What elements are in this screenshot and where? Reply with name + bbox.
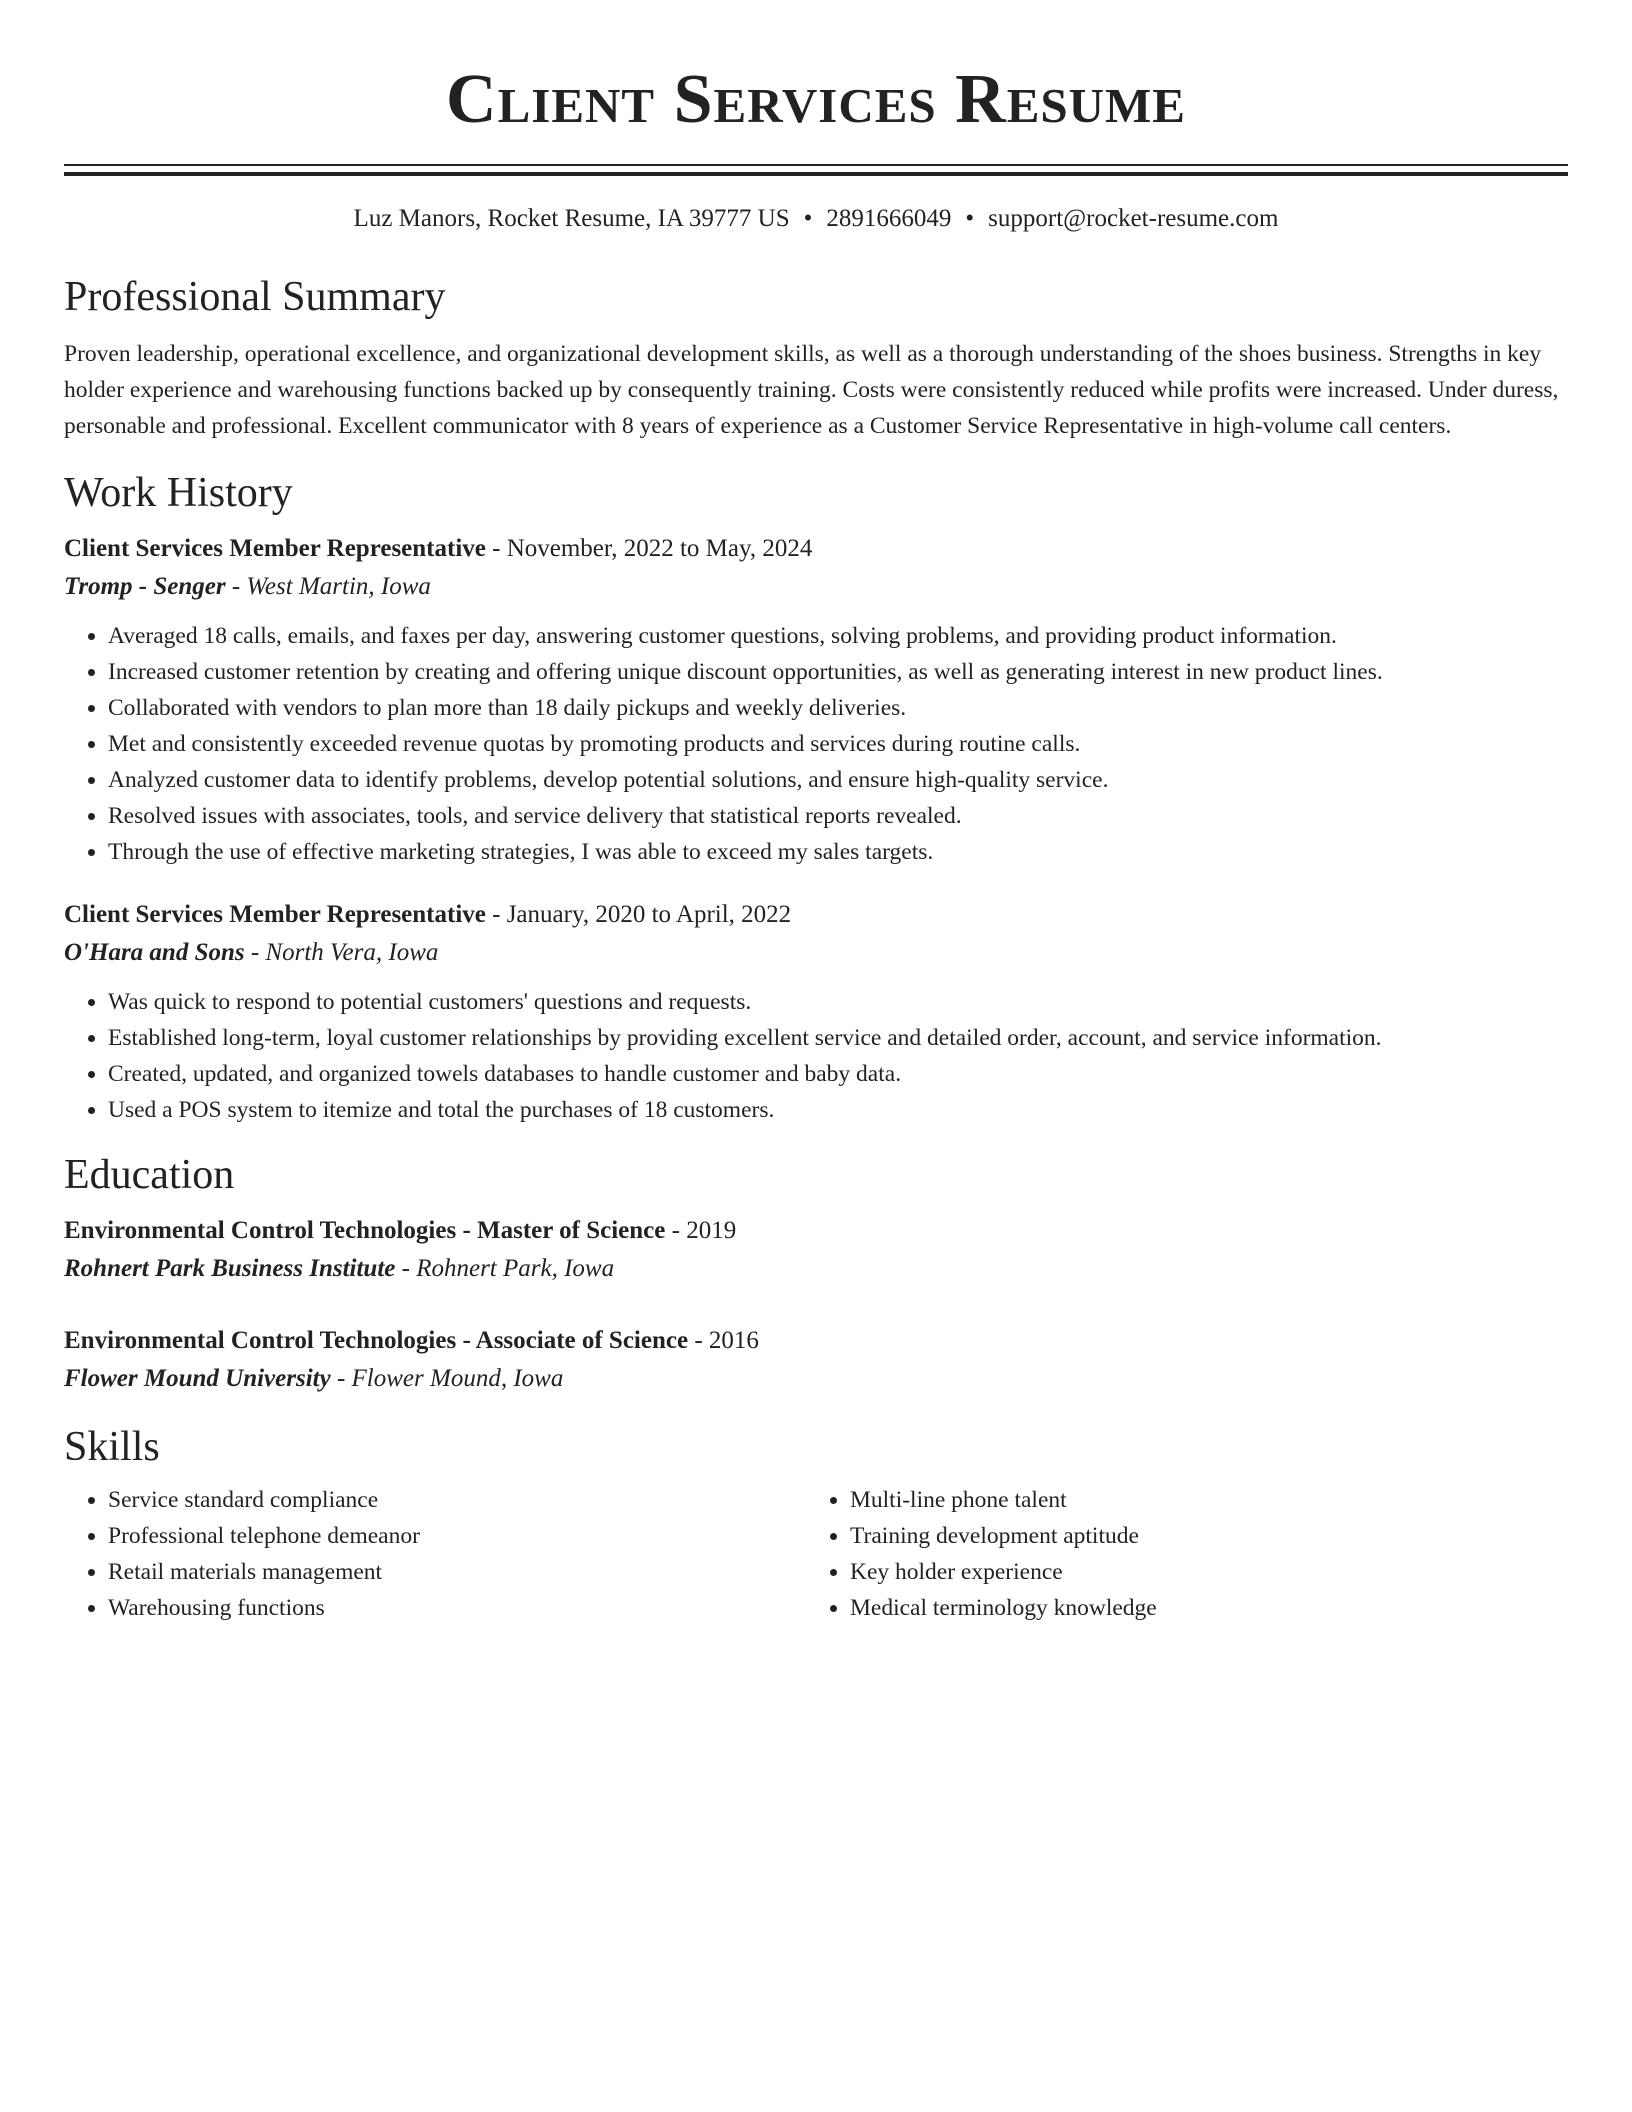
school-name: Flower Mound University [64, 1365, 331, 1392]
skills-column-left [64, 1482, 806, 1626]
skills-grid [64, 1482, 1568, 1626]
list-item: • Collaborated with vendors to plan more than 18 daily pickups and weekly deliveries. [108, 690, 1568, 726]
education-entry [64, 1212, 1568, 1288]
skill-item: • Service standard compliance [108, 1482, 806, 1518]
contact-separator: • [803, 205, 813, 232]
job-employer: O'Hara and Sons [64, 939, 245, 966]
degree-name: Environmental Control Technologies - Associate of Science [64, 1327, 689, 1354]
degree-line [64, 1322, 1568, 1360]
skills-list [64, 1482, 806, 1626]
job-dates: - November, 2022 to May, 2024 [485, 535, 813, 562]
job-duties-list [64, 618, 1568, 870]
list-item: • Averaged 18 calls, emails, and faxes per day, answering customer questions, solving problems, and providing product information. [108, 618, 1568, 654]
skill-item: • Retail materials management [108, 1554, 806, 1590]
list-item: • Established long-term, loyal customer relationships by providing excellent service and detailed order, account, and service information. [108, 1020, 1568, 1056]
resume-page [64, 0, 1568, 1626]
contact-email: support@rocket-resume.com [988, 205, 1279, 232]
job-entry [64, 530, 1568, 870]
skill-item: • Professional telephone demeanor [108, 1518, 806, 1554]
school-line [64, 1360, 1568, 1398]
job-location: - North Vera, Iowa [244, 939, 439, 966]
school-name: Rohnert Park Business Institute [64, 1255, 396, 1282]
degree-name: Environmental Control Technologies - Master of Science [64, 1217, 666, 1244]
work-history-heading: Work History [64, 470, 293, 516]
job-entry [64, 896, 1568, 1128]
contact-line [64, 202, 1568, 236]
list-item: • Created, updated, and organized towels databases to handle customer and baby data. [108, 1056, 1568, 1092]
skill-item: • Warehousing functions [108, 1590, 806, 1626]
summary-text: Proven leadership, operational excellence, and organizational development skills, as well as a thorough understanding of the shoes business. Strengths in key holder experience and warehousing functions backed up by consequently training. Costs were consistently reduced while profits were increased. Under duress, personable and professional. Excellent communicator with 8 years of experience as a Customer Service Representative in high-volume call centers. [64, 341, 1559, 439]
skills-column-right [806, 1482, 1548, 1626]
skills-heading: Skills [64, 1424, 160, 1470]
job-title-line [64, 896, 1568, 934]
list-item: • Resolved issues with associates, tools, and service delivery that statistical reports revealed. [108, 798, 1568, 834]
contact-phone: 2891666049 [826, 205, 952, 232]
job-duties-list [64, 984, 1568, 1128]
summary-heading: Professional Summary [64, 274, 446, 320]
contact-separator: • [965, 205, 975, 232]
school-location: - Flower Mound, Iowa [330, 1365, 564, 1392]
list-item: • Through the use of effective marketing strategies, I was able to exceed my sales targets. [108, 834, 1568, 870]
education-heading: Education [64, 1152, 235, 1198]
skill-item: • Multi-line phone talent [850, 1482, 1548, 1518]
job-title: Client Services Member Representative [64, 901, 486, 928]
skill-item: • Medical terminology knowledge [850, 1590, 1548, 1626]
list-item: • Increased customer retention by creating and offering unique discount opportunities, as well as generating interest in new product lines. [108, 654, 1568, 690]
job-employer: Tromp - Senger [64, 573, 226, 600]
school-line [64, 1250, 1568, 1288]
resume-title: Client Services Resume [446, 61, 1186, 138]
job-employer-line [64, 568, 1568, 606]
title-divider [64, 164, 1568, 176]
contact-address: Luz Manors, Rocket Resume, IA 39777 US [353, 205, 790, 232]
skills-list [806, 1482, 1548, 1626]
skill-item: • Training development aptitude [850, 1518, 1548, 1554]
skill-item: • Key holder experience [850, 1554, 1548, 1590]
degree-year: - 2019 [665, 1217, 737, 1244]
school-location: - Rohnert Park, Iowa [395, 1255, 615, 1282]
list-item: • Met and consistently exceeded revenue quotas by promoting products and services during routine calls. [108, 726, 1568, 762]
education-entry [64, 1322, 1568, 1398]
list-item: • Analyzed customer data to identify problems, develop potential solutions, and ensure high-quality service. [108, 762, 1568, 798]
list-item: • Was quick to respond to potential customers' questions and requests. [108, 984, 1568, 1020]
degree-year: - 2016 [688, 1327, 759, 1354]
job-employer-line [64, 934, 1568, 972]
degree-line [64, 1212, 1568, 1250]
job-title: Client Services Member Representative [64, 535, 486, 562]
list-item: • Used a POS system to itemize and total the purchases of 18 customers. [108, 1092, 1568, 1128]
job-dates: - January, 2020 to April, 2022 [485, 901, 792, 928]
job-title-line [64, 530, 1568, 568]
job-location: - West Martin, Iowa [225, 573, 431, 600]
